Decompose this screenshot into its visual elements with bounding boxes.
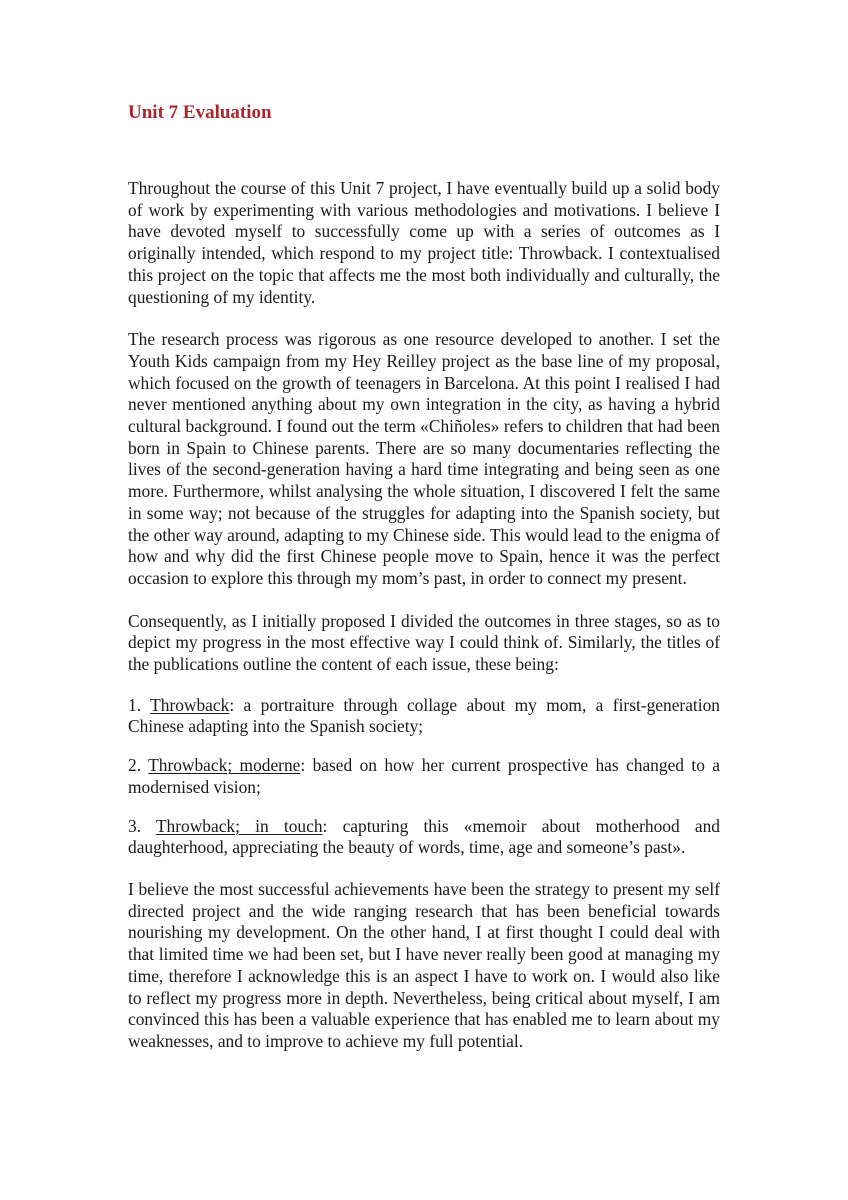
outcome-item-3 <box>128 816 720 859</box>
paragraph-outcomes-intro: Consequently, as I initially proposed I divided the outcomes in three stages, so as to depict my progress in the most effective way I could think of. Similarly, the titles of the publications outline the content of each issue, these being: <box>128 610 720 675</box>
document-body <box>128 178 720 1053</box>
outcome-description: : a portraiture through collage about my mom, a first-generation Chinese adapting into the Spanish society; <box>128 694 720 737</box>
document-title: Unit 7 Evaluation <box>128 102 272 123</box>
outcome-number: 2. <box>128 755 149 776</box>
outcome-item-2 <box>128 755 720 798</box>
paragraph-intro: Throughout the course of this Unit 7 project, I have eventually build up a solid body of work by experimenting with various methodologies and motivations. I believe I have devoted myself to successfully come up with a series of outcomes as I originally intended, which respond to my project title: Throwback. I contextualised this project on the topic that affects me the most both individually and culturally, the questioning of my identity. <box>128 178 720 307</box>
paragraph-conclusion: I believe the most successful achievements have been the strategy to present my self directed project and the wide ranging research that has been beneficial towards nourishing my development. On the other hand, I at first thought I could deal with that limited time we had been set, but I have never really been good at managing my time, therefore I acknowledge this is an aspect I have to work on. I would also like to reflect my progress more in depth. Nevertheless, being critical about myself, I am convinced this has been a valuable experience that has enabled me to learn about my weaknesses, and to improve to achieve my full potential. <box>128 878 720 1051</box>
outcome-number: 1. <box>128 694 151 715</box>
outcome-number: 3. <box>128 815 156 836</box>
paragraph-research: The research process was rigorous as one resource developed to another. I set the Youth Kids campaign from my Hey Reilley project as the base line of my proposal, which focused on the growth of teenagers in Barcelona. At this point I realised I had never mentioned anything about my own integration in the city, as having a hybrid cultural background. I found out the term «Chiñoles» refers to children that had been born in Spain to Chinese parents. There are so many documentaries reflecting the lives of the second-generation having a hard time integrating and being seen as one more. Furthermore, whilst analysing the whole situation, I discovered I felt the same in some way; not because of the struggles for adapting into the Spanish society, but the other way around, adapting to my Chinese side. This would lead to the enigma of how and why did the first Chinese people move to Spain, hence it was the perfect occasion to explore this through my mom’s past, in order to connect my present. <box>128 329 720 588</box>
outcome-item-1 <box>128 695 720 738</box>
outcome-description: : capturing this «memoir about motherhood and daughterhood, appreciating the beauty of words, time, age and someone’s past». <box>128 815 720 858</box>
outcome-title: Throwback; moderne <box>148 755 301 776</box>
outcome-description: : based on how her current prospective has changed to a modernised vision; <box>128 755 721 797</box>
outcome-title: Throwback <box>150 694 230 715</box>
outcome-title: Throwback; in touch <box>155 815 323 836</box>
